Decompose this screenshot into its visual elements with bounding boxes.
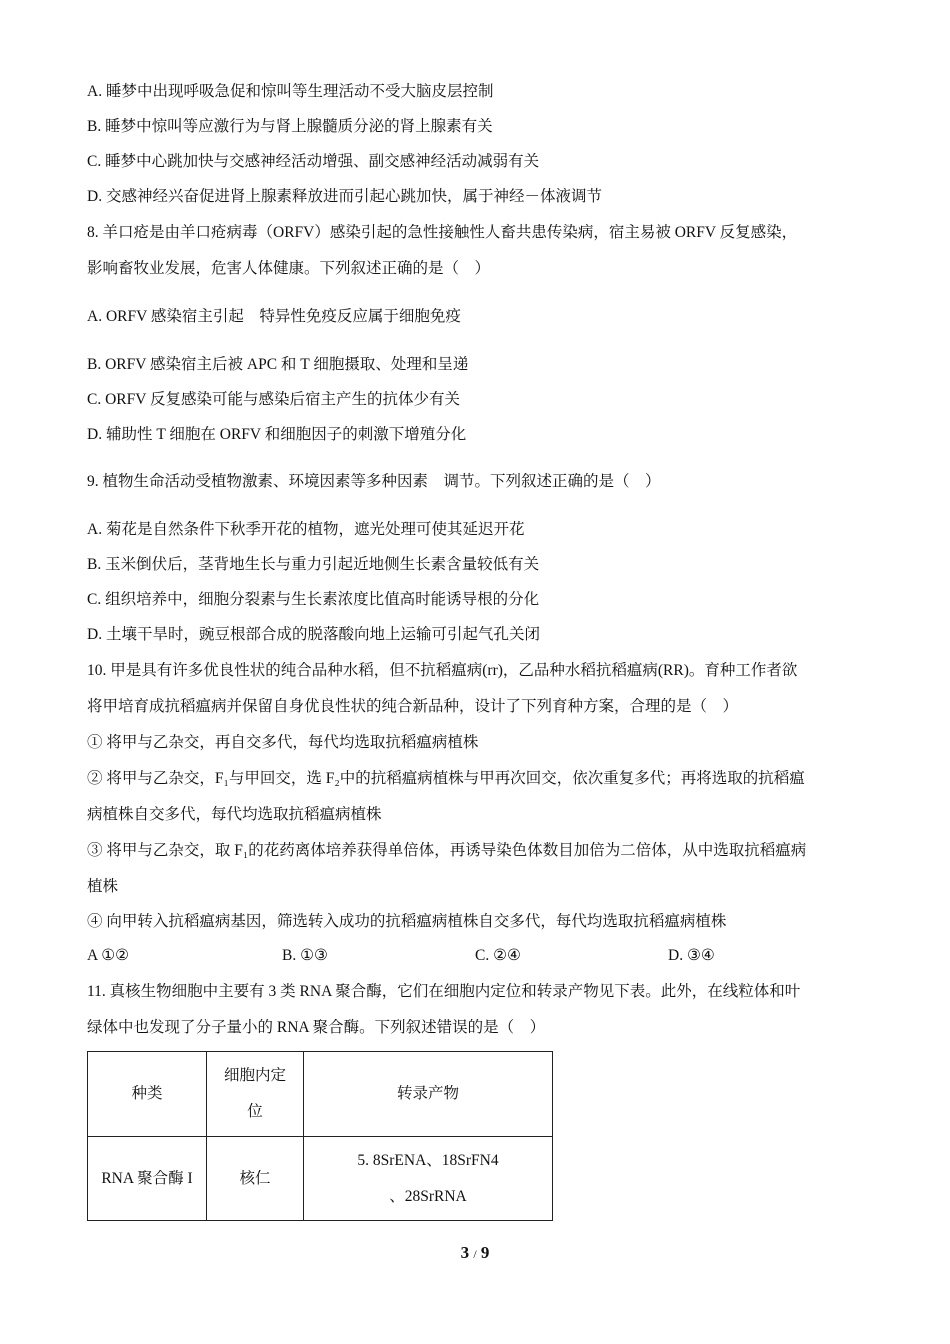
page-separator: /: [473, 1247, 477, 1261]
q9-option-c: C. 组织培养中，细胞分裂素与生长素浓度比值高时能诱导根的分化: [87, 591, 540, 608]
q8-option-c: C. ORFV 反复感染可能与感染后宿主产生的抗体少有关: [87, 391, 461, 408]
q11-stem-line1: 11. 真核生物细胞中主要有 3 类 RNA 聚合酶，它们在细胞内定位和转录产物见下表。此外，在线粒体和叶: [87, 983, 801, 1000]
q10-scheme-2: ② 将甲与乙杂交，F₁与甲回交，选 F₂中的抗稻瘟病植株与甲再次回交，依次重复多代；再将选取的抗稻瘟: [87, 770, 805, 787]
cell-location: 核仁: [207, 1137, 304, 1221]
q10-option-c: C. ②④: [475, 947, 521, 964]
table-row: [88, 1137, 553, 1221]
q10-scheme-1: ① 将甲与乙杂交，再自交多代，每代均选取抗稻瘟病植株: [87, 734, 479, 751]
q10-scheme-3-cont: 植株: [87, 878, 119, 895]
table-header-row: [88, 1052, 553, 1137]
q10-scheme-4: ④ 向甲转入抗稻瘟病基因，筛选转入成功的抗稻瘟病植株自交多代，每代均选取抗稻瘟病植株: [87, 913, 727, 930]
q10-option-a: A ①②: [87, 947, 130, 964]
cell-type: RNA 聚合酶 I: [88, 1137, 207, 1221]
q9-option-d: D. 土壤干旱时，豌豆根部合成的脱落酸向地上运输可引起气孔关闭: [87, 626, 540, 643]
q9-option-b: B. 玉米倒伏后，茎背地生长与重力引起近地侧生长素含量较低有关: [87, 556, 540, 573]
q10-option-b: B. ①③: [282, 947, 328, 964]
q10-option-d: D. ③④: [668, 947, 715, 964]
page-total: 9: [480, 1243, 490, 1262]
page-current: 3: [460, 1243, 470, 1262]
q10-scheme-2-cont: 病植株自交多代，每代均选取抗稻瘟病植株: [87, 806, 382, 823]
q8-stem-line1: 8. 羊口疮是由羊口疮病毒（ORFV）感染引起的急性接触性人畜共患传染病，宿主易被 ORFV 反复感染，: [87, 224, 798, 241]
q8-option-d: D. 辅助性 T 细胞在 ORFV 和细胞因子的刺激下增殖分化: [87, 426, 467, 443]
q7-option-d: D. 交感神经兴奋促进肾上腺素释放进而引起心跳加快，属于神经－体液调节: [87, 188, 602, 205]
q9-stem: 9. 植物生命活动受植物激素、环境因素等多种因素 调节。下列叙述正确的是（ ）: [87, 473, 661, 490]
cell-products-line1: 5. 8SrENA、18SrFN4: [357, 1151, 499, 1169]
q8-option-a: A. ORFV 感染宿主引起 特异性免疫反应属于细胞免疫: [87, 308, 461, 325]
q7-option-c: C. 睡梦中心跳加快与交感神经活动增强、副交感神经活动减弱有关: [87, 153, 540, 170]
header-products: 转录产物: [304, 1052, 553, 1137]
q7-option-b: B. 睡梦中惊叫等应激行为与肾上腺髓质分泌的肾上腺素有关: [87, 118, 493, 135]
q7-option-a: A. 睡梦中出现呼吸急促和惊叫等生理活动不受大脑皮层控制: [87, 83, 494, 100]
q10-scheme-3: ③ 将甲与乙杂交，取 F₁的花药离体培养获得单倍体，再诱导染色体数目加倍为二倍体，从中选取抗稻瘟病: [87, 842, 807, 859]
page-number: [0, 1243, 950, 1263]
q9-option-a: A. 菊花是自然条件下秋季开花的植物，遮光处理可使其延迟开花: [87, 521, 525, 538]
cell-products: [304, 1137, 553, 1221]
q8-option-b: B. ORFV 感染宿主后被 APC 和 T 细胞摄取、处理和呈递: [87, 356, 469, 373]
header-location-line2: 位: [247, 1103, 263, 1120]
q8-stem-line2: 影响畜牧业发展，危害人体健康。下列叙述正确的是（ ）: [87, 260, 491, 277]
header-location-line1: 细胞内定: [223, 1067, 286, 1084]
header-location: [207, 1052, 304, 1137]
header-type: 种类: [88, 1052, 207, 1137]
q10-stem-line2: 将甲培育成抗稻瘟病并保留自身优良性状的纯合新品种，设计了下列育种方案，合理的是（ ）: [87, 698, 739, 715]
q11-stem-line2: 绿体中也发现了分子量小的 RNA 聚合酶。下列叙述错误的是（ ）: [87, 1019, 546, 1036]
rna-polymerase-table: [87, 1051, 553, 1221]
cell-products-line2: 、28SrRNA: [389, 1187, 467, 1205]
q10-stem-line1: 10. 甲是具有许多优良性状的纯合品种水稻，但不抗稻瘟病(rr)，乙品种水稻抗稻瘟病(RR)。育种工作者欲: [87, 662, 798, 679]
